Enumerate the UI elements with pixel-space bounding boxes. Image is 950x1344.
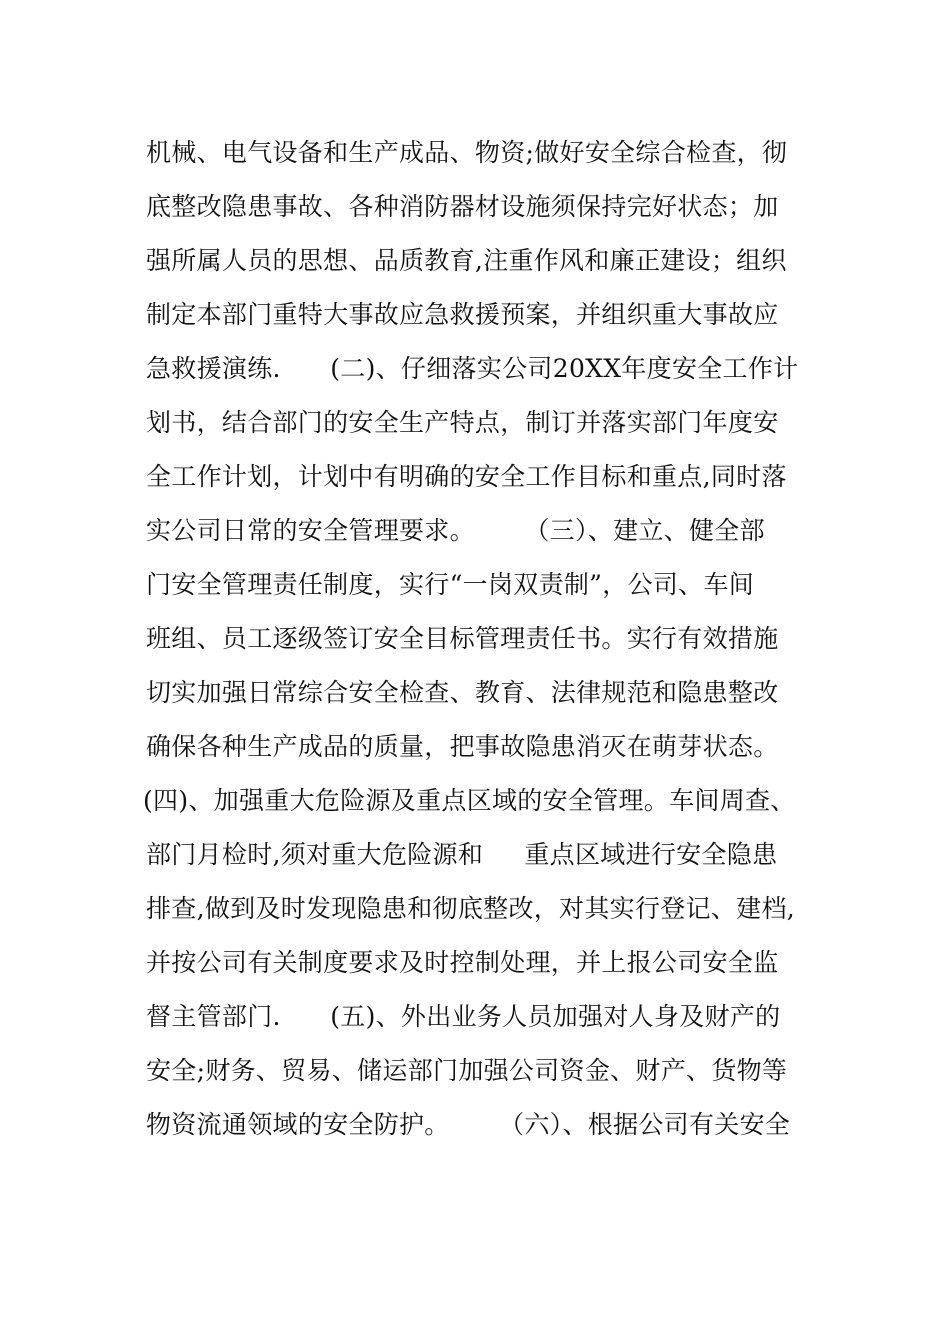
text-line-4: 制定本部门重特大事故应急救援预案，并组织重大事故应 bbox=[146, 300, 779, 329]
text-line-12: 确保各种生产成品的质量，把事故隐患消灭在萌芽状态。 bbox=[146, 732, 779, 761]
text-line-3: 强所属人员的思想、品质教育,注重作风和廉正建设；组织 bbox=[146, 246, 787, 275]
text-line-10: 班组、员工逐级签订安全目标管理责任书。实行有效措施 bbox=[146, 624, 779, 653]
body-text bbox=[143, 126, 836, 1152]
text-line-19: 物资流通领域的安全防护。 （六）、根据公司有关安全 bbox=[146, 1110, 791, 1139]
text-line-18: 安全;财务、贸易、储运部门加强公司资金、财产、货物等 bbox=[146, 1056, 788, 1085]
text-line-6: 划书，结合部门的安全生产特点，制订并落实部门年度安 bbox=[146, 408, 779, 437]
text-line-7: 全工作计划，计划中有明确的安全工作目标和重点,同时落 bbox=[146, 462, 787, 491]
text-line-2: 底整改隐患事故、各种消防器材设施须保持完好状态；加 bbox=[146, 192, 779, 221]
text-line-9: 门安全管理责任制度，实行“一岗双责制”，公司、车间 bbox=[146, 570, 755, 599]
text-line-8: 实公司日常的安全管理要求。 （三）、建立、健全部 bbox=[146, 516, 765, 545]
text-line-17: 督主管部门. (五)、外出业务人员加强对人身及财产的 bbox=[146, 1002, 781, 1031]
text-line-5: 急救援演练. (二)、仔细落实公司20XX年度安全工作计 bbox=[146, 354, 799, 383]
text-line-14: 部门月检时,须对重大危险源和 重点区域进行安全隐患 bbox=[146, 840, 778, 869]
text-line-13: (四)、加强重大危险源及重点区域的安全管理。车间周查、 bbox=[143, 786, 796, 815]
text-line-1: 机械、电气设备和生产成品、物资;做好安全综合检查，彻 bbox=[146, 138, 788, 167]
text-line-11: 切实加强日常综合安全检查、教育、法律规范和隐患整改 bbox=[146, 678, 779, 707]
text-line-15: 排查,做到及时发现隐患和彻底整改，对其实行登记、建档, bbox=[146, 894, 795, 923]
text-line-16: 并按公司有关制度要求及时控制处理，并上报公司安全监 bbox=[146, 948, 779, 977]
